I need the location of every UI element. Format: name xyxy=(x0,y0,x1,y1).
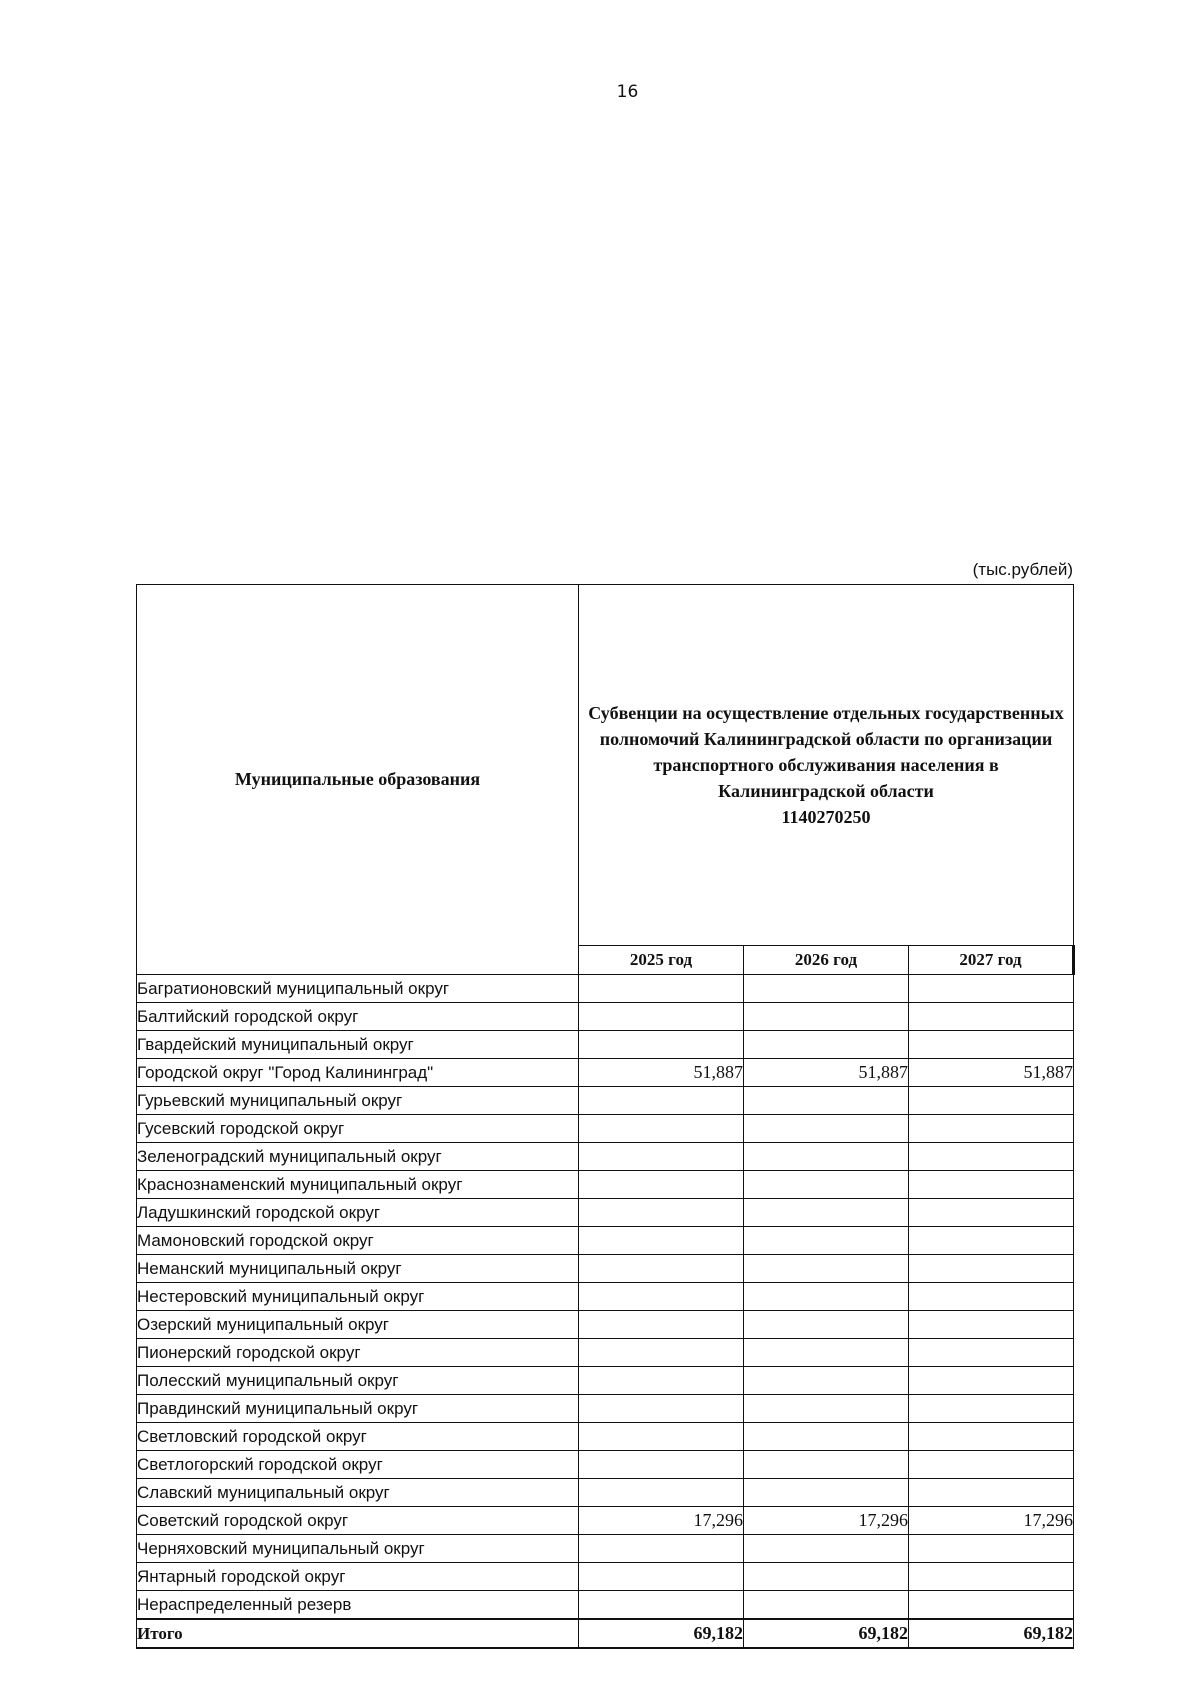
value-2025 xyxy=(579,1591,744,1620)
value-2026 xyxy=(744,975,909,1003)
header-year-2025: 2025 год xyxy=(579,946,744,975)
value-2026 xyxy=(744,1451,909,1479)
table-row xyxy=(137,1507,1074,1535)
table-row xyxy=(137,1479,1074,1507)
value-2026 xyxy=(744,1143,909,1171)
value-2026 xyxy=(744,1395,909,1423)
value-2027 xyxy=(909,1031,1074,1059)
value-2026 xyxy=(744,1255,909,1283)
table-row xyxy=(137,1031,1074,1059)
value-2027 xyxy=(909,1283,1074,1311)
table-row xyxy=(137,1423,1074,1451)
total-2027: 69,182 xyxy=(909,1619,1074,1648)
table-row xyxy=(137,1339,1074,1367)
total-row xyxy=(137,1619,1074,1648)
value-2027 xyxy=(909,1311,1074,1339)
subsidy-table xyxy=(136,584,1075,1649)
value-2026 xyxy=(744,1227,909,1255)
table-row xyxy=(137,1367,1074,1395)
value-2025 xyxy=(579,1479,744,1507)
value-2027 xyxy=(909,1143,1074,1171)
value-2025 xyxy=(579,1199,744,1227)
value-2027 xyxy=(909,1003,1074,1031)
value-2025 xyxy=(579,1423,744,1451)
value-2027 xyxy=(909,1535,1074,1563)
value-2025: 17,296 xyxy=(579,1507,744,1535)
value-2027 xyxy=(909,1423,1074,1451)
municipality-name: Правдинский муниципальный округ xyxy=(137,1395,579,1423)
value-2027 xyxy=(909,1591,1074,1620)
value-2025 xyxy=(579,1339,744,1367)
municipality-name: Черняховский муниципальный округ xyxy=(137,1535,579,1563)
table-row xyxy=(137,1143,1074,1171)
value-2026 xyxy=(744,1311,909,1339)
value-2027 xyxy=(909,1255,1074,1283)
total-2025: 69,182 xyxy=(579,1619,744,1648)
value-2026 xyxy=(744,1535,909,1563)
table-row xyxy=(137,1255,1074,1283)
value-2026 xyxy=(744,1171,909,1199)
value-2027 xyxy=(909,1451,1074,1479)
header-year-2026: 2026 год xyxy=(744,946,909,975)
header-municipalities: Муниципальные образования xyxy=(137,585,579,975)
table-row xyxy=(137,975,1074,1003)
value-2026 xyxy=(744,1423,909,1451)
municipality-name: Ладушкинский городской округ xyxy=(137,1199,579,1227)
header-subsidy-title xyxy=(579,585,1074,946)
value-2026 xyxy=(744,1563,909,1591)
table-row xyxy=(137,1451,1074,1479)
municipality-name: Янтарный городской округ xyxy=(137,1563,579,1591)
value-2027 xyxy=(909,1087,1074,1115)
value-2027 xyxy=(909,1563,1074,1591)
value-2027 xyxy=(909,1227,1074,1255)
table-row xyxy=(137,1199,1074,1227)
municipality-name: Краснознаменский муниципальный округ xyxy=(137,1171,579,1199)
municipality-name: Мамоновский городской округ xyxy=(137,1227,579,1255)
value-2025 xyxy=(579,1311,744,1339)
value-2025 xyxy=(579,1031,744,1059)
value-2026 xyxy=(744,1003,909,1031)
value-2025 xyxy=(579,1255,744,1283)
value-2027: 51,887 xyxy=(909,1059,1074,1087)
value-2027 xyxy=(909,1171,1074,1199)
value-2025 xyxy=(579,1451,744,1479)
municipality-name: Нестеровский муниципальный округ xyxy=(137,1283,579,1311)
value-2025 xyxy=(579,1115,744,1143)
unit-note: (тыс.рублей) xyxy=(972,560,1073,579)
municipality-name: Советский городской округ xyxy=(137,1507,579,1535)
table-row xyxy=(137,1283,1074,1311)
value-2027 xyxy=(909,1199,1074,1227)
table-row xyxy=(137,1171,1074,1199)
value-2026: 51,887 xyxy=(744,1059,909,1087)
value-2026 xyxy=(744,1339,909,1367)
table-row xyxy=(137,1003,1074,1031)
municipality-name: Багратионовский муниципальный округ xyxy=(137,975,579,1003)
municipality-name: Светловский городской округ xyxy=(137,1423,579,1451)
value-2025 xyxy=(579,1283,744,1311)
value-2027 xyxy=(909,1115,1074,1143)
municipality-name: Городской округ "Город Калининград" xyxy=(137,1059,579,1087)
total-label: Итого xyxy=(137,1619,579,1648)
value-2026 xyxy=(744,1479,909,1507)
table-body xyxy=(137,975,1074,1620)
value-2025 xyxy=(579,1171,744,1199)
value-2025 xyxy=(579,1367,744,1395)
value-2027 xyxy=(909,1367,1074,1395)
value-2025: 51,887 xyxy=(579,1059,744,1087)
municipality-name: Неманский муниципальный округ xyxy=(137,1255,579,1283)
value-2027 xyxy=(909,1395,1074,1423)
table-row xyxy=(137,1227,1074,1255)
value-2025 xyxy=(579,1227,744,1255)
value-2026 xyxy=(744,1367,909,1395)
value-2027 xyxy=(909,1339,1074,1367)
municipality-name: Балтийский городской округ xyxy=(137,1003,579,1031)
municipality-name: Гусевский городской округ xyxy=(137,1115,579,1143)
table-row xyxy=(137,1059,1074,1087)
value-2025 xyxy=(579,1395,744,1423)
header-budget-code: 1140270250 xyxy=(781,807,871,827)
value-2026 xyxy=(744,1199,909,1227)
value-2025 xyxy=(579,1143,744,1171)
page-number: 16 xyxy=(616,82,639,102)
table-row xyxy=(137,1087,1074,1115)
value-2025 xyxy=(579,975,744,1003)
value-2026: 17,296 xyxy=(744,1507,909,1535)
municipality-name: Светлогорский городской округ xyxy=(137,1451,579,1479)
municipality-name: Озерский муниципальный округ xyxy=(137,1311,579,1339)
value-2025 xyxy=(579,1535,744,1563)
value-2025 xyxy=(579,1087,744,1115)
value-2027 xyxy=(909,975,1074,1003)
table-row xyxy=(137,1591,1074,1620)
value-2025 xyxy=(579,1003,744,1031)
table-row xyxy=(137,1395,1074,1423)
table-row xyxy=(137,1563,1074,1591)
header-year-2027: 2027 год xyxy=(909,946,1074,975)
value-2026 xyxy=(744,1031,909,1059)
value-2025 xyxy=(579,1563,744,1591)
value-2026 xyxy=(744,1591,909,1620)
total-2026: 69,182 xyxy=(744,1619,909,1648)
municipality-name: Пионерский городской округ xyxy=(137,1339,579,1367)
municipality-name: Зеленоградский муниципальный округ xyxy=(137,1143,579,1171)
municipality-name: Полесский муниципальный округ xyxy=(137,1367,579,1395)
table-row xyxy=(137,1311,1074,1339)
value-2026 xyxy=(744,1283,909,1311)
value-2026 xyxy=(744,1115,909,1143)
value-2027 xyxy=(909,1479,1074,1507)
header-title-text: Субвенции на осуществление отдельных государственных полномочий Калининградской области по организации транспортного обслуживания населения в Калининградской области xyxy=(588,703,1064,801)
table-row xyxy=(137,1535,1074,1563)
municipality-name: Гурьевский муниципальный округ xyxy=(137,1087,579,1115)
value-2027: 17,296 xyxy=(909,1507,1074,1535)
municipality-name: Гвардейский муниципальный округ xyxy=(137,1031,579,1059)
municipality-name: Славский муниципальный округ xyxy=(137,1479,579,1507)
municipality-name: Нераспределенный резерв xyxy=(137,1591,579,1620)
value-2026 xyxy=(744,1087,909,1115)
table-row xyxy=(137,1115,1074,1143)
